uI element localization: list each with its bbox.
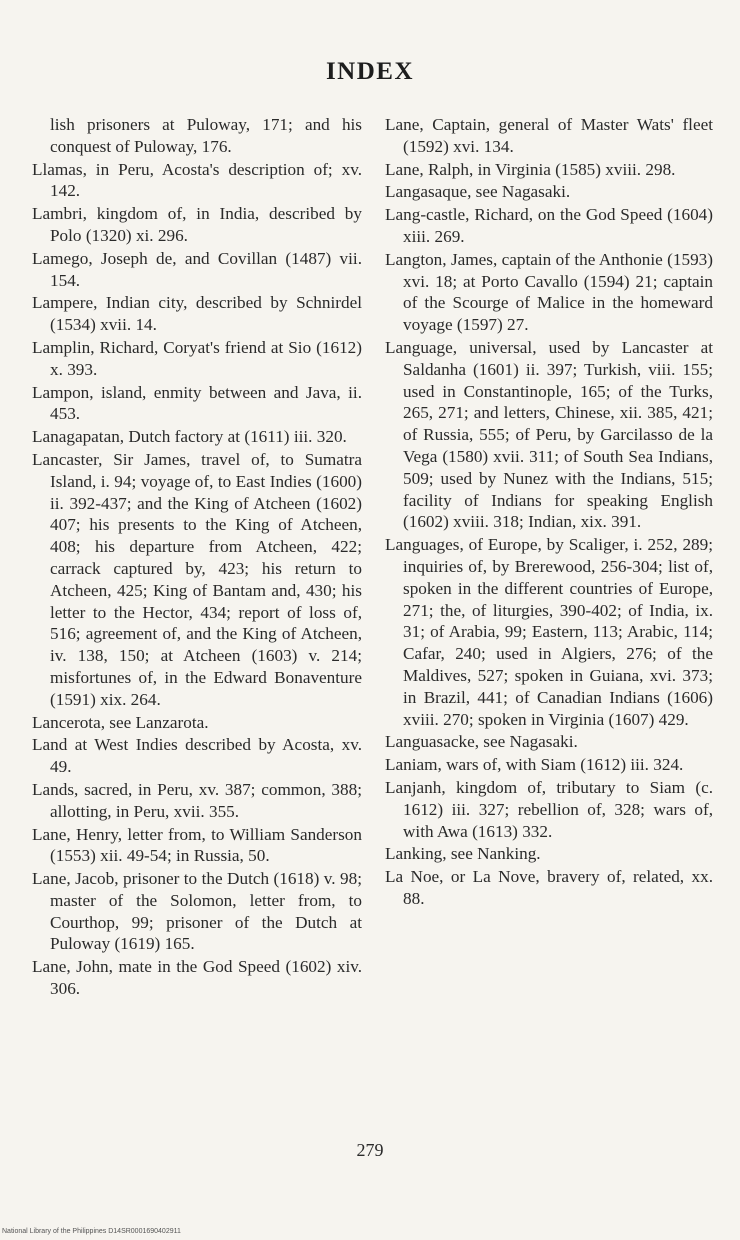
index-entry: Lanagapatan, Dutch factory at (1611) iii. 320. — [32, 427, 347, 447]
index-entry: Lands, sacred, in Peru, xv. 387; common, 388; allotting, in Peru, xvii. 355. — [32, 779, 362, 821]
index-entry: Langton, James, captain of the Anthonie (1593) xvi. 18; at Porto Cavallo (1594) 21; captain of the Scourge of Malice in the homeward voyage (1597) 27. — [385, 249, 713, 335]
index-entry: Lane, John, mate in the God Speed (1602) xiv. 306. — [32, 957, 362, 999]
index-entry: Lancaster, Sir James, travel of, to Sumatra Island, i. 94; voyage of, to East Indies (1600) ii. 392-437; and the King of Atcheen (1602) 407; his presents to the King of Atcheen, 408; his departure from Atcheen, 422; carrack captured by, 423; his return to Atcheen, 425; King of Bantam and, 430; his letter to the Hector, 434; report of loss of, 516; agreement of, and the King of Atcheen, iv. 138, 150; at Atcheen (1603) v. 214; misfortunes of, in the Edward Bonaventure (1591) xix. 264. — [32, 449, 362, 709]
index-entry: Lanjanh, kingdom of, tributary to Siam (c. 1612) iii. 327; rebellion of, 328; wars of, with Awa (1613) 332. — [385, 777, 713, 841]
index-entry: Lane, Ralph, in Virginia (1585) xviii. 298. — [385, 159, 676, 179]
index-entry: Language, universal, used by Lancaster at Saldanha (1601) ii. 397; Turkish, viii. 155; used in Constantinople, 165; of the Turks, 265, 271; and letters, Chinese, xii. 385, 421; of Russia, 555; of Peru, by Garcilasso de la Vega (1580) xvii. 311; of South Sea Indians, 509; used by Nunez with the Indians, 515; facility of Indians for speaking English (1602) xviii. 318; Indian, xix. 391. — [385, 337, 713, 532]
index-entry: lish prisoners at Puloway, 171; and his conquest of Puloway, 176. — [50, 115, 362, 156]
index-entry: Languages, of Europe, by Scaliger, i. 252, 289; inquiries of, by Brerewood, 256-304; list of, spoken in the different countries of Europe, 271; the, of liturgies, 390-402; of India, ix. 31; of Arabia, 99; Eastern, 113; Arabic, 114; Cafar, 240; used in Algiers, 276; of the Maldives, 527; spoken in Guiana, xvi. 373; in Brazil, 441; of Canadian Indians (1606) xviii. 270; spoken in Virginia (1607) 429. — [385, 535, 713, 729]
index-entry: Lamplin, Richard, Coryat's friend at Sio (1612) x. 393. — [32, 337, 362, 379]
index-entry: Lancerota, see Lanzarota. — [32, 712, 209, 732]
index-entry: Lane, Henry, letter from, to William Sanderson (1553) xii. 49-54; in Russia, 50. — [32, 824, 362, 866]
index-entry: Lane, Jacob, prisoner to the Dutch (1618) v. 98; master of the Solomon, letter from, to Courthop, 99; prisoner of the Dutch at Puloway (1619) 165. — [32, 869, 362, 954]
index-entry: Lambri, kingdom of, in India, described by Polo (1320) xi. 296. — [32, 204, 362, 245]
page-number: 279 — [356, 1140, 384, 1160]
left-index-column — [32, 114, 362, 1001]
index-entry: La Noe, or La Nove, bravery of, related, xx. 88. — [385, 867, 713, 908]
index-entry: Lamego, Joseph de, and Covillan (1487) vii. 154. — [32, 248, 362, 290]
index-entry: Langasaque, see Nagasaki. — [385, 182, 571, 202]
index-entry: Lampon, island, enmity between and Java, ii. 453. — [32, 382, 362, 424]
page-title: INDEX — [325, 58, 415, 85]
index-entry: Llamas, in Peru, Acosta's description of; xv. 142. — [32, 159, 362, 201]
index-entry: Lang-castle, Richard, on the God Speed (1604) xiii. 269. — [385, 205, 713, 246]
index-entry: Lane, Captain, general of Master Wats' fleet (1592) xvi. 134. — [385, 115, 713, 156]
right-index-column — [385, 114, 713, 911]
index-entry: Laniam, wars of, with Siam (1612) iii. 324. — [385, 755, 684, 775]
index-entry: Land at West Indies described by Acosta, xv. 49. — [32, 735, 362, 777]
library-footer-credit: National Library of the Philippines D14SR0001690402911 — [2, 1228, 181, 1235]
index-entry: Lampere, Indian city, described by Schnirdel (1534) xvii. 14. — [32, 293, 362, 335]
index-entry: Lanking, see Nanking. — [385, 844, 541, 864]
index-entry: Languasacke, see Nagasaki. — [385, 732, 578, 752]
